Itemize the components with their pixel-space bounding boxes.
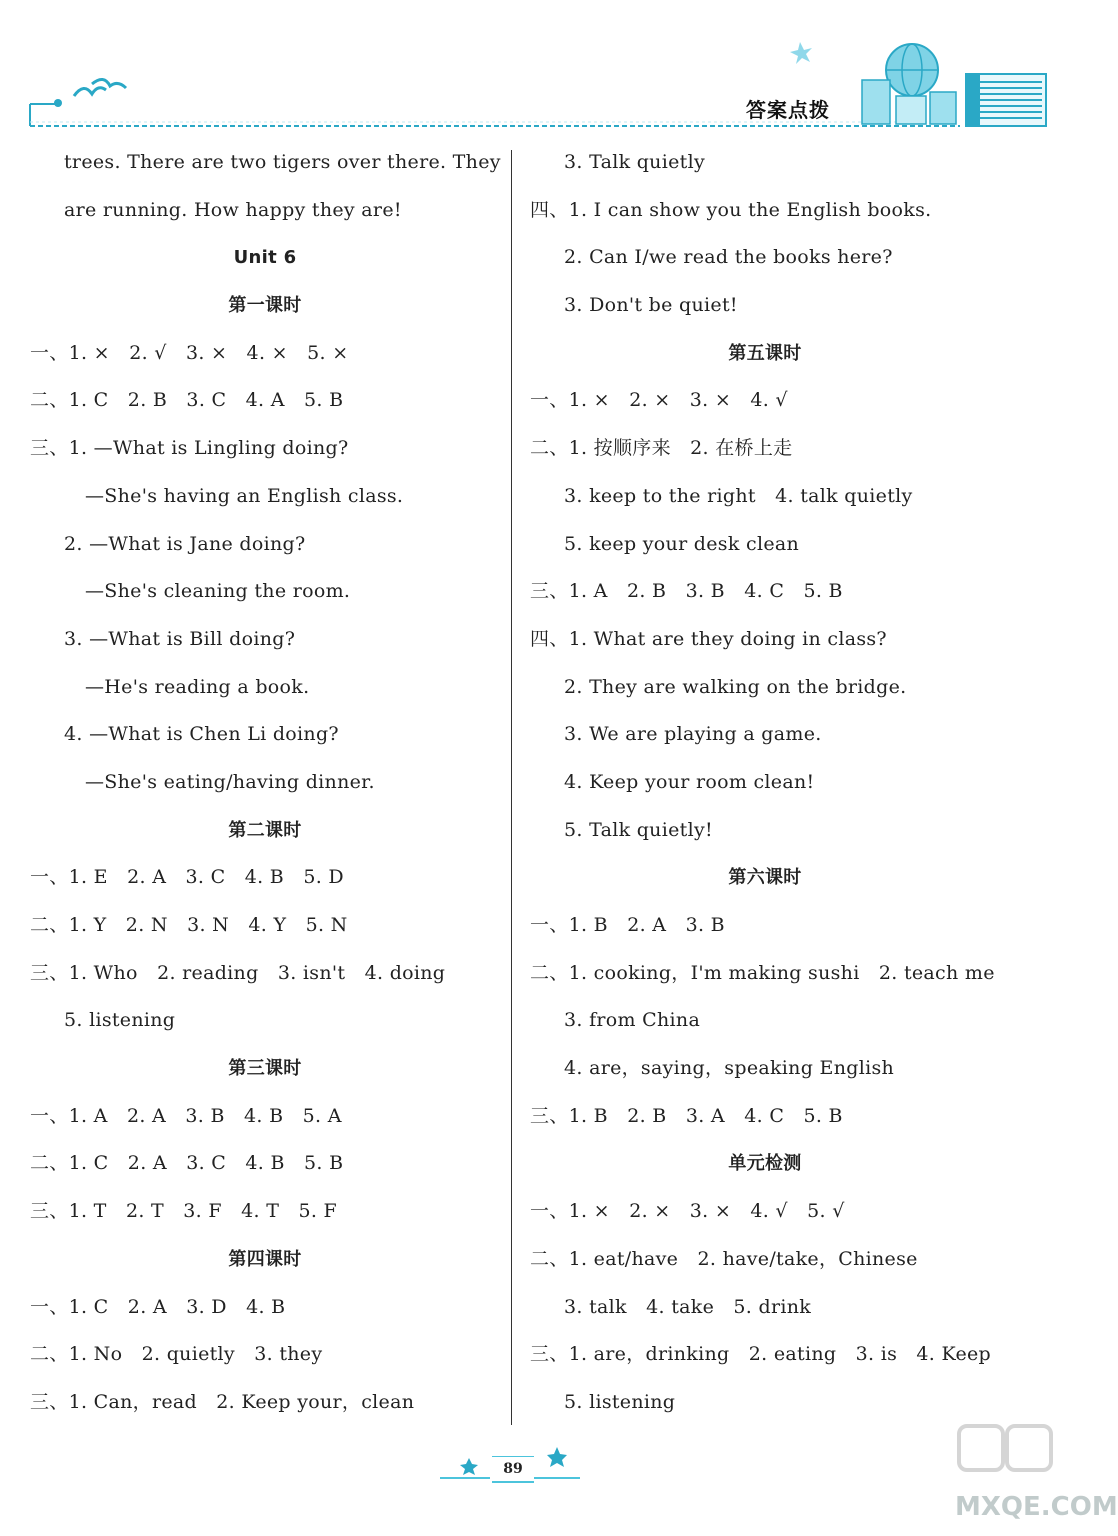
- answer-line: 一、1. × 2. √ 3. × 4. × 5. ×: [30, 341, 349, 364]
- header-title: 答案点拨: [746, 98, 830, 122]
- section-heading: 单元检测: [728, 1153, 802, 1175]
- answer-line: 四、1. I can show you the English books.: [530, 198, 932, 221]
- answer-line: 三、1. —What is Lingling doing?: [30, 437, 349, 460]
- section-heading: Unit 6: [233, 247, 297, 269]
- section-heading: 第二课时: [228, 819, 302, 841]
- answer-line: 5. listening: [64, 1009, 176, 1032]
- answer-line: 2. —What is Jane doing?: [64, 532, 306, 555]
- left-column: [30, 139, 500, 1427]
- answer-line: 三、1. T 2. T 3. F 4. T 5. F: [30, 1200, 338, 1223]
- section-heading: 第一课时: [228, 295, 302, 317]
- star-icon: [547, 1447, 567, 1467]
- answer-line: 四、1. What are they doing in class?: [530, 627, 887, 650]
- answer-line: 二、1. Y 2. N 3. N 4. Y 5. N: [30, 914, 348, 936]
- column-divider: [511, 150, 512, 1425]
- right-column: [530, 139, 1000, 1427]
- block-icon: [862, 80, 890, 124]
- answer-line: 4. Keep your room clean!: [564, 770, 815, 793]
- section-heading: 第五课时: [728, 342, 802, 364]
- section-heading: 第六课时: [728, 867, 802, 889]
- answer-line: 4. are，saying，speaking English: [564, 1057, 895, 1080]
- answer-line: 二、1. C 2. A 3. C 4. B 5. B: [30, 1152, 344, 1175]
- answer-line: 一、1. E 2. A 3. C 4. B 5. D: [30, 866, 344, 889]
- answer-line: 3. We are playing a game.: [564, 723, 822, 746]
- answer-line: 二、1. C 2. B 3. C 4. A 5. B: [30, 389, 344, 412]
- answer-line: trees. There are two tigers over there. They: [64, 151, 501, 173]
- star-icon: [460, 1458, 478, 1475]
- answer-line: 3. keep to the right 4. talk quietly: [564, 484, 913, 507]
- answer-line: 5. Talk quietly!: [564, 818, 713, 841]
- answer-line: are running. How happy they are!: [64, 198, 402, 221]
- answer-line: 二、1. eat/have 2. have/take，Chinese: [530, 1247, 918, 1270]
- answer-line: 一、1. × 2. × 3. × 4. √: [530, 389, 788, 412]
- section-heading: 第三课时: [228, 1058, 302, 1080]
- answer-line: 3. Don't be quiet!: [564, 294, 738, 317]
- answer-line: 5. keep your desk clean: [564, 532, 800, 555]
- answer-line: 3. Talk quietly: [564, 151, 705, 173]
- answer-line: 5. listening: [564, 1390, 676, 1413]
- answer-line: 2. They are walking on the bridge.: [564, 675, 907, 698]
- answer-line: 二、1. 按顺序来 2. 在桥上走: [530, 437, 793, 460]
- answer-line: 3. from China: [564, 1009, 701, 1032]
- sparkle-icon: [790, 42, 812, 64]
- answer-line: 三、1. Can，read 2. Keep your，clean: [30, 1390, 415, 1413]
- answer-line: 三、1. are，drinking 2. eating 3. is 4. Keep: [530, 1343, 992, 1366]
- answer-line: 二、1. No 2. quietly 3. they: [30, 1343, 323, 1366]
- answer-line: —He's reading a book.: [85, 675, 310, 698]
- answer-line: 一、1. C 2. A 3. D 4. B: [30, 1295, 286, 1318]
- page-number: 89: [492, 1456, 534, 1483]
- answer-line: 三、1. B 2. B 3. A 4. C 5. B: [530, 1104, 843, 1127]
- answer-line: —She's cleaning the room.: [85, 580, 351, 603]
- bird-icon: [74, 88, 106, 96]
- answer-line: 三、1. A 2. B 3. B 4. C 5. B: [530, 580, 843, 603]
- watermark-text: MXQE.COM: [955, 1492, 1118, 1522]
- answer-line: 2. Can I/we read the books here?: [564, 246, 893, 269]
- answer-line: 4. —What is Chen Li doing?: [64, 723, 339, 746]
- answer-line: 一、1. B 2. A 3. B: [530, 914, 725, 936]
- answer-line: 二、1. cooking，I'm making sushi 2. teach me: [530, 961, 995, 984]
- section-heading: 第四课时: [228, 1248, 302, 1270]
- block-icon: [896, 96, 926, 124]
- block-icon: [930, 92, 956, 124]
- answer-line: —She's eating/having dinner.: [85, 770, 375, 793]
- answer-line: 3. talk 4. take 5. drink: [564, 1295, 812, 1318]
- header-decoration: [0, 0, 1060, 140]
- answer-line: 一、1. × 2. × 3. × 4. √ 5. √: [530, 1200, 845, 1223]
- bird-icon: [92, 79, 126, 88]
- page-header: [0, 0, 1060, 140]
- answer-line: 一、1. A 2. A 3. B 4. B 5. A: [30, 1104, 342, 1127]
- answer-line: —She's having an English class.: [85, 484, 404, 507]
- answer-line: 3. —What is Bill doing?: [64, 627, 296, 650]
- answer-line: 三、1. Who 2. reading 3. isn't 4. doing: [30, 961, 446, 984]
